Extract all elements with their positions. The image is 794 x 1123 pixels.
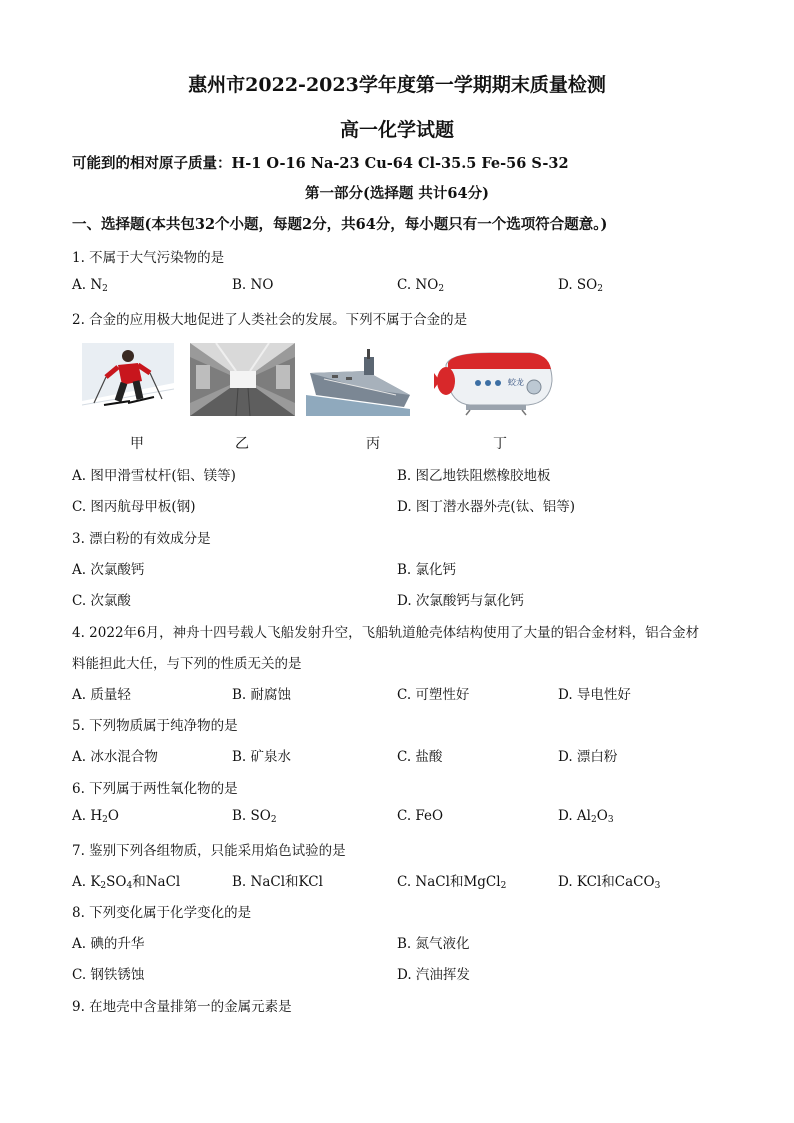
caption-ding: 丁 (493, 436, 507, 452)
q1-option-c (397, 277, 444, 294)
q5-option-d: D. 漂白粉 (558, 749, 618, 765)
q2-option-b: B. 图乙地铁阻燃橡胶地板 (397, 468, 551, 484)
q6-d-sub2: 3 (607, 815, 614, 825)
q7-a-mid: SO (106, 874, 127, 890)
skier-photo (82, 343, 174, 416)
q7-stem: 7. 鉴别下列各组物质，只能采用焰色试验的是 (72, 843, 346, 859)
q6-option-b (232, 808, 277, 825)
q8-option-d: D. 汽油挥发 (397, 967, 470, 983)
q9-stem: 9. 在地壳中含量排第一的金属元素是 (72, 999, 292, 1015)
exam-title: 惠州市2022-2023学年度第一学期期末质量检测 (188, 74, 606, 96)
q6-b-text: B. SO (232, 808, 271, 824)
q3-stem: 3. 漂白粉的有效成分是 (72, 531, 211, 547)
q4-stem-line1: 4. 2022年6月，神舟十四号载人飞船发射升空，飞船轨道舱壳体结构使用了大量的铝合金材料，铝合金材 (72, 625, 700, 641)
q6-a-sub: 2 (102, 815, 108, 825)
q7-a-text: A. K (72, 874, 101, 890)
q3-option-b: B. 氯化钙 (397, 562, 457, 578)
q1-d-text: D. SO (558, 277, 598, 293)
q2-option-d: D. 图丁潜水器外壳(钛、铝等) (397, 499, 575, 515)
q7-option-a (72, 870, 180, 891)
q7-a-post: 和NaCl (132, 874, 181, 890)
caption-bing: 丙 (366, 436, 380, 452)
caption-yi: 乙 (235, 436, 249, 452)
q7-option-d (558, 870, 660, 891)
q6-d-sub1: 2 (591, 815, 597, 825)
q3-option-d: D. 次氯酸钙与氯化钙 (397, 593, 524, 609)
q7-option-b: B. NaCl和KCl (232, 874, 323, 890)
q8-option-c: C. 钢铁锈蚀 (72, 967, 145, 983)
q1-a-sub: 2 (102, 284, 108, 294)
q3-option-c: C. 次氯酸 (72, 593, 131, 609)
carrier-photo (306, 343, 410, 416)
q1-option-d (558, 277, 603, 294)
q3-option-a: A. 次氯酸钙 (72, 562, 145, 578)
q1-option-a (72, 277, 108, 294)
q6-option-c: C. FeO (397, 808, 444, 824)
q6-d-text: D. Al (558, 808, 591, 824)
q1-stem: 1. 不属于大气污染物的是 (72, 250, 225, 266)
q5-option-a: A. 冰水混合物 (72, 749, 158, 765)
q1-d-sub: 2 (597, 284, 603, 294)
q7-option-c (397, 870, 506, 891)
q7-c-sub: 2 (500, 881, 507, 891)
q7-a-sub2: 4 (126, 881, 133, 891)
q4-option-d: D. 导电性好 (558, 687, 631, 703)
q1-a-text: A. N (72, 277, 103, 293)
q6-option-a (72, 808, 119, 825)
part-heading: 第一部分(选择题 共计64分) (305, 185, 489, 202)
q6-b-sub: 2 (270, 815, 277, 825)
q4-option-c: C. 可塑性好 (397, 687, 470, 703)
section-heading: 一、选择题(本共包32个小题，每题2分，共64分，每小题只有一个选项符合题意。) (72, 216, 608, 233)
q4-option-a: A. 质量轻 (72, 687, 131, 703)
q7-c-text: C. NaCl和MgCl (397, 874, 501, 890)
q6-stem: 6. 下列属于两性氧化物的是 (72, 781, 238, 797)
q7-a-sub1: 2 (100, 881, 107, 891)
q7-d-sub: 3 (654, 881, 661, 891)
q8-option-a: A. 碘的升华 (72, 936, 145, 952)
q7-d-text: D. KCl和CaCO (558, 874, 655, 890)
q5-option-c: C. 盐酸 (397, 749, 443, 765)
q4-option-b: B. 耐腐蚀 (232, 687, 292, 703)
q2-stem: 2. 合金的应用极大地促进了人类社会的发展。下列不属于合金的是 (72, 312, 468, 328)
q2-option-a: A. 图甲滑雪杖杆(铝、镁等) (72, 468, 236, 484)
q2-option-c: C. 图丙航母甲板(钢) (72, 499, 196, 515)
submersible-photo (430, 343, 558, 416)
exam-subtitle: 高一化学试题 (339, 119, 454, 141)
caption-jia: 甲 (130, 436, 144, 452)
q6-a-text: A. H (72, 808, 103, 824)
atomic-masses: 可能到的相对原子质量：H-1 O-16 Na-23 Cu-64 Cl-35.5 Fe-56 S-32 (72, 155, 569, 172)
q1-option-b: B. NO (232, 277, 274, 293)
submersible-name: 蛟龙 (508, 378, 524, 387)
q6-d-mid: O (596, 808, 608, 824)
q1-c-sub: 2 (438, 284, 445, 294)
q5-stem: 5. 下列物质属于纯净物的是 (72, 718, 238, 734)
q6-a-post: O (107, 808, 119, 824)
q8-stem: 8. 下列变化属于化学变化的是 (72, 905, 252, 921)
q5-option-b: B. 矿泉水 (232, 749, 292, 765)
q4-stem-line2: 料能担此大任，与下列的性质无关的是 (72, 656, 302, 672)
q6-option-d (558, 808, 614, 825)
subway-photo (190, 343, 295, 416)
q8-option-b: B. 氮气液化 (397, 936, 470, 952)
q1-c-text: C. NO (397, 277, 439, 293)
